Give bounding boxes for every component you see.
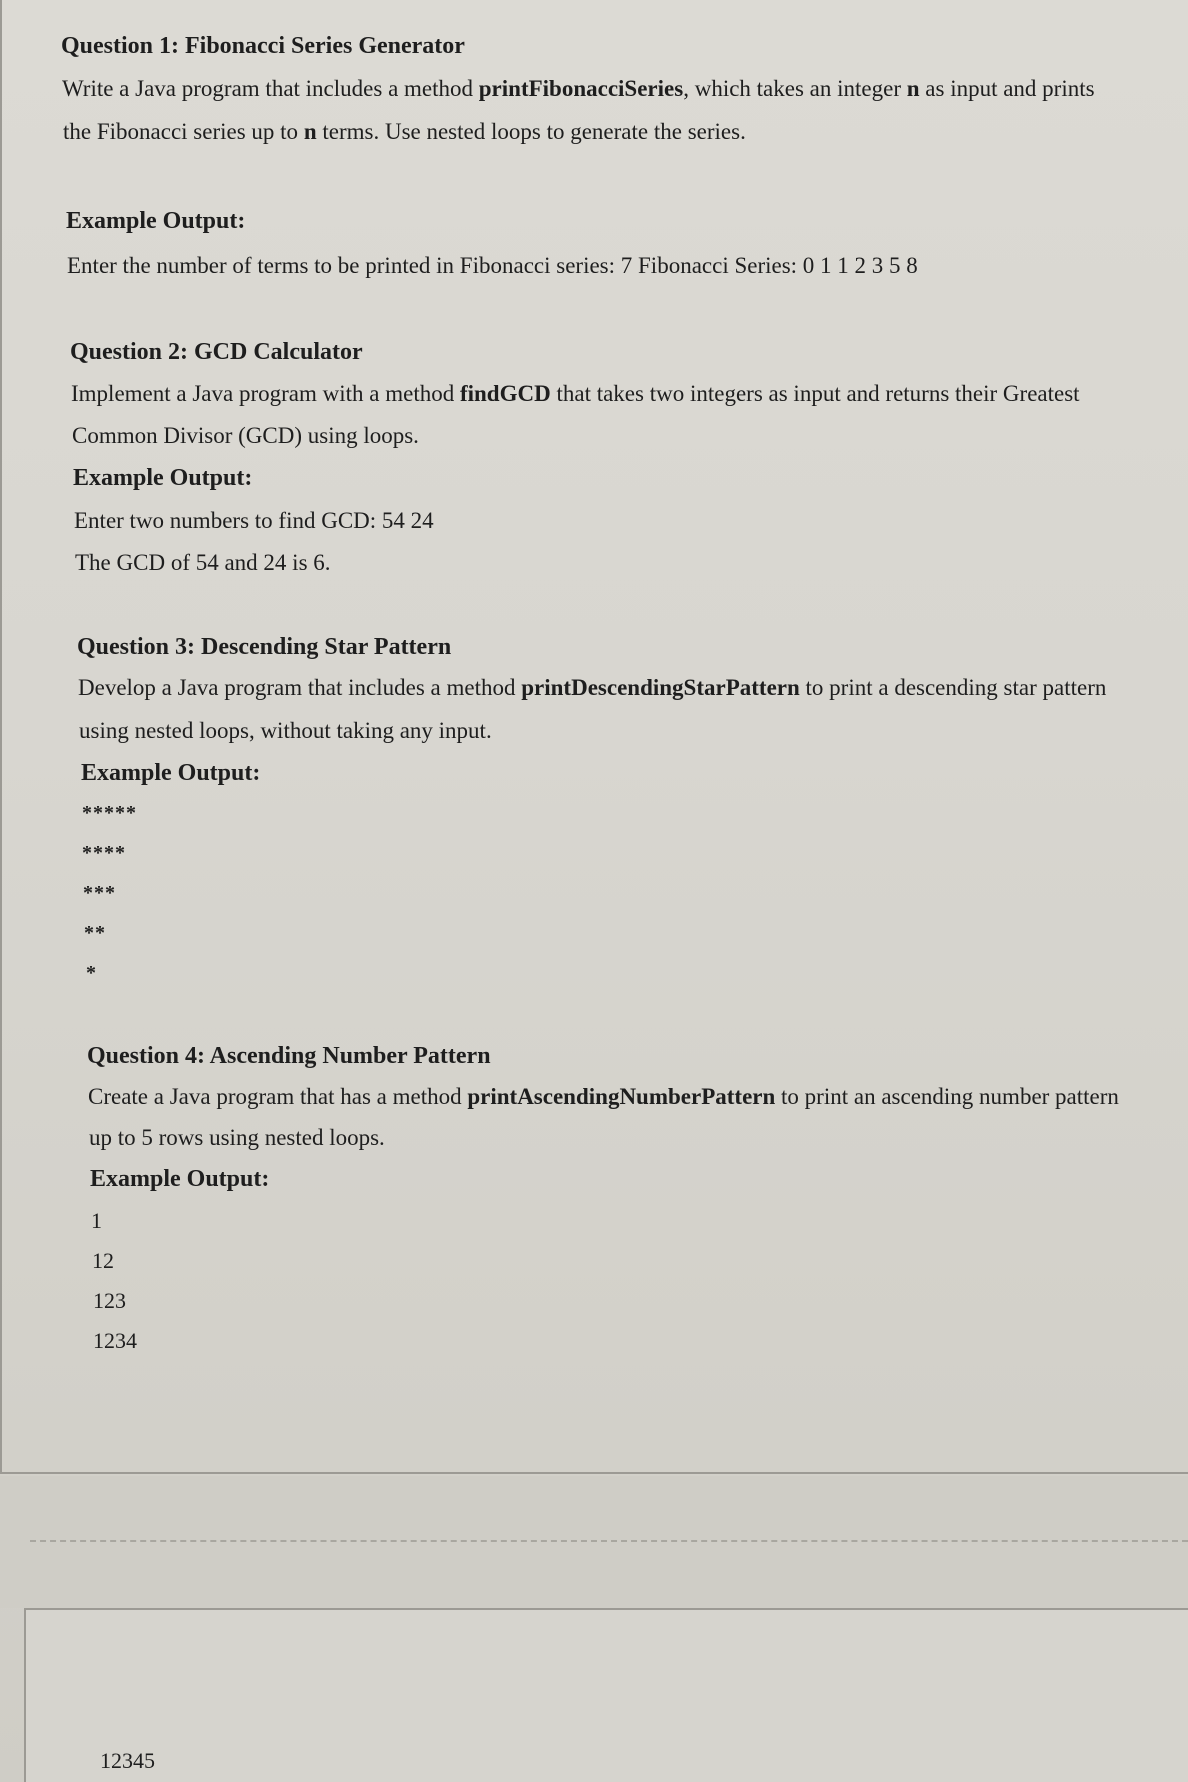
q3-description-line2: using nested loops, without taking any input. (79, 718, 492, 743)
q1-title: Question 1: Fibonacci Series Generator (61, 33, 465, 59)
page-break-divider (30, 1540, 1188, 1542)
q1-description-line2: the Fibonacci series up to n terms. Use nested loops to generate the series. (63, 119, 746, 144)
q4-number-row-4: 1234 (93, 1328, 137, 1353)
q4-example-label: Example Output: (90, 1166, 270, 1192)
q3-star-row-2: **** (82, 842, 126, 864)
q4-title: Question 4: Ascending Number Pattern (87, 1043, 491, 1069)
q1-description-line1: Write a Java program that includes a method printFibonacciSeries, which takes an integer n as input and prints (62, 76, 1095, 101)
q2-example-output-line1: Enter two numbers to find GCD: 54 24 (74, 508, 434, 533)
q4-number-row-1: 1 (91, 1208, 102, 1233)
q4-number-row-3: 123 (93, 1288, 126, 1313)
q3-example-label: Example Output: (81, 760, 261, 786)
q2-description-line2: Common Divisor (GCD) using loops. (72, 423, 419, 448)
q2-method-name: findGCD (459, 381, 551, 406)
q3-title: Question 3: Descending Star Pattern (77, 634, 452, 660)
q2-description-line1: Implement a Java program with a method findGCD that takes two integers as input and returns their Greatest (71, 381, 1080, 406)
q1-example-output: Enter the number of terms to be printed in Fibonacci series: 7 Fibonacci Series: 0 1 1 2 3 5 8 (67, 253, 918, 278)
page-gap (0, 1476, 1188, 1608)
q4-number-row-2: 12 (92, 1248, 114, 1273)
q3-star-row-4: ** (84, 922, 106, 944)
q1-method-name: printFibonacciSeries (478, 76, 684, 101)
q1-example-label: Example Output: (66, 208, 246, 234)
q2-example-output-line2: The GCD of 54 and 24 is 6. (75, 550, 331, 575)
q3-method-name: printDescendingStarPattern (521, 675, 800, 700)
q3-star-row-3: *** (83, 882, 116, 904)
q4-description-line2: up to 5 rows using nested loops. (89, 1125, 385, 1150)
q2-title: Question 2: GCD Calculator (70, 339, 363, 365)
q3-star-row-1: ***** (82, 802, 137, 824)
q3-star-row-5: * (86, 962, 97, 984)
q4-method-name: printAscendingNumberPattern (467, 1084, 776, 1109)
q3-description-line1: Develop a Java program that includes a method printDescendingStarPattern to print a descending star pattern (78, 675, 1107, 700)
q2-example-label: Example Output: (73, 465, 253, 491)
q4-description-line1: Create a Java program that has a method printAscendingNumberPattern to print an ascending number pattern (88, 1084, 1119, 1109)
document-page-bottom (24, 1608, 1188, 1782)
q4-number-row-5: 12345 (100, 1748, 155, 1773)
